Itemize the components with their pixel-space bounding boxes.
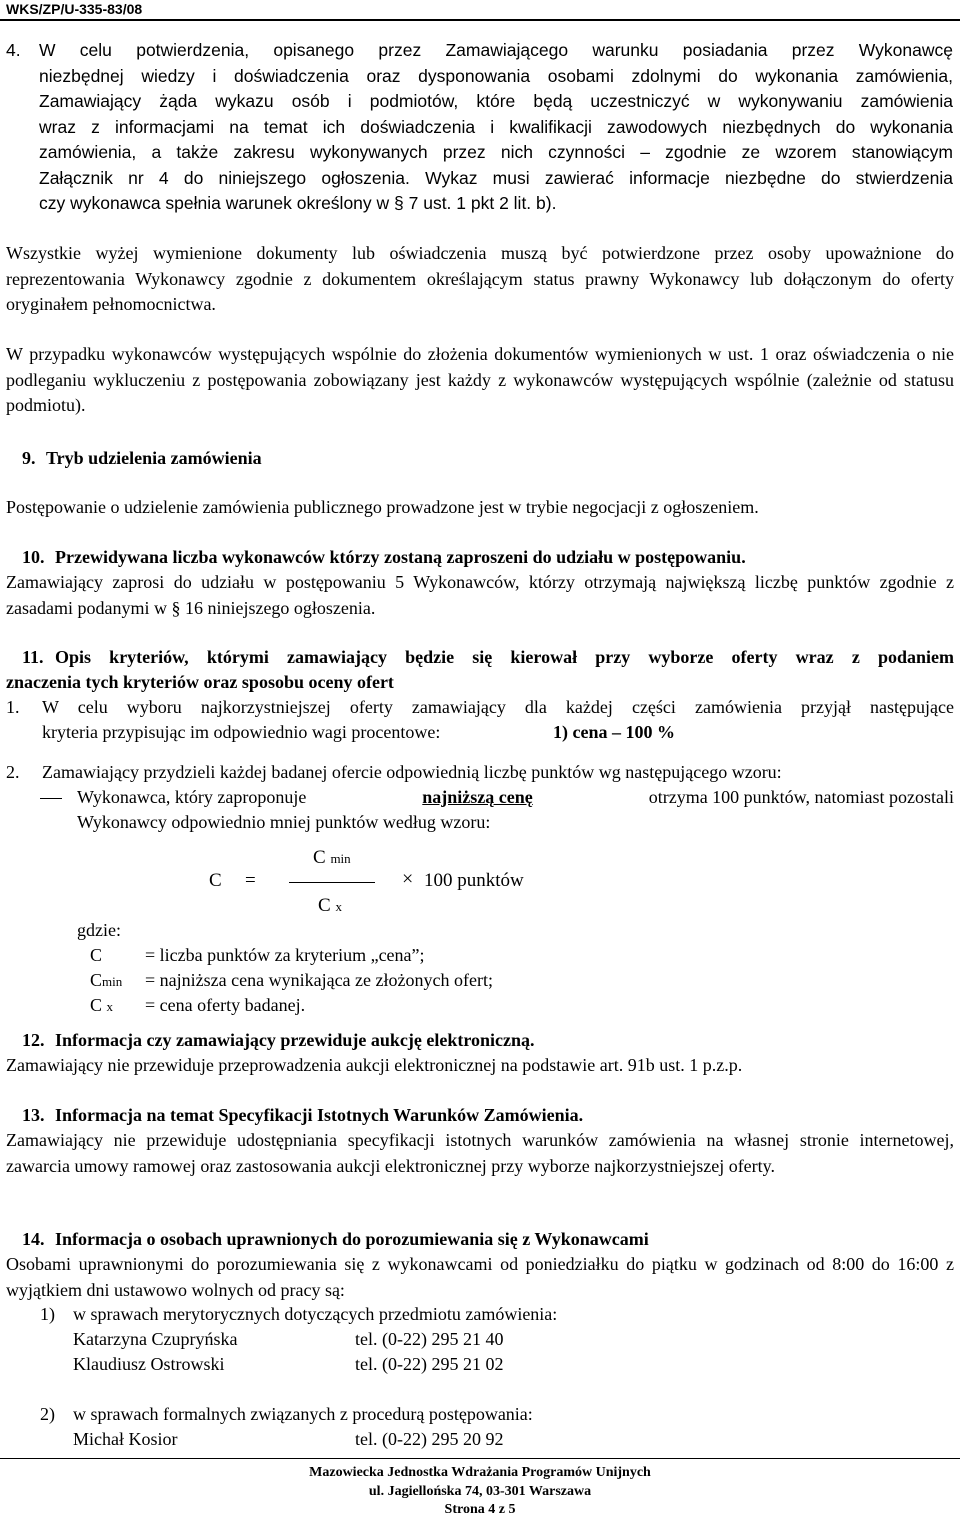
section-10-number: 10. bbox=[22, 547, 45, 567]
contact-phone: tel. (0-22) 295 21 40 bbox=[355, 1329, 504, 1349]
section-11-number: 11. bbox=[22, 647, 44, 667]
section-14-number: 14. bbox=[22, 1229, 45, 1249]
definition-3-text: = cena oferty badanej. bbox=[145, 995, 306, 1015]
document-code: WKS/ZP/U-335-83/08 bbox=[6, 1, 143, 17]
footer-page-number: Strona 4 z 5 bbox=[444, 1502, 516, 1517]
formula-equals: = bbox=[245, 870, 256, 891]
formula-numerator-symbol: C bbox=[313, 847, 326, 868]
section-11-point-2-text: Zamawiający przydzieli każdej badanej ofercie odpowiednią liczbę punktów wg następującego wzoru: bbox=[42, 762, 782, 782]
item4-number: 4. bbox=[6, 40, 21, 60]
bullet-dash bbox=[40, 798, 62, 799]
formula-lhs: C bbox=[209, 870, 222, 891]
item4-line-1: W celu potwierdzenia, opisanego przez Zamawiającego warunku posiadania przez Wykonawcę bbox=[39, 40, 953, 60]
header-rule bbox=[0, 19, 960, 21]
item4-line-4: wraz z informacjami na temat ich doświadczenia i kwalifikacji zawodowych niezbędnych do wykonania bbox=[39, 116, 953, 137]
formula-times-icon: × bbox=[402, 868, 414, 890]
section-11-title-line-2: znaczenia tych kryteriów oraz sposobu oceny ofert bbox=[6, 672, 394, 692]
section-10-text: Zamawiający zaprosi do udziału w postępowaniu 5 Wykonawców, którzy otrzymają największą liczbę punktów zgodnie z zasadami podanymi w § 16 niniejszego ogłoszenia. bbox=[6, 572, 954, 618]
definition-3-symbol bbox=[90, 993, 113, 1020]
dash-item-text-1: Wykonawca, który zaproponuje bbox=[77, 787, 307, 807]
section-11-point-1-line-2: kryteria przypisując im odpowiednio wagi procentowe: bbox=[42, 722, 441, 742]
item4-line-3: Zamawiający żąda wykazu osób i podmiotów, które będą uczestniczyć w wykonywaniu zamówienia bbox=[39, 91, 953, 111]
section-10-title: Przewidywana liczba wykonawców którzy zostaną zaproszeni do udziału w postępowaniu. bbox=[55, 547, 746, 567]
contact-group-2-title: w sprawach formalnych związanych z procedurą postępowania: bbox=[73, 1404, 533, 1424]
contact-group-1-number: 1) bbox=[40, 1304, 55, 1324]
item4-line-7: czy wykonawca spełnia warunek określony w § 7 ust. 1 pkt 2 lit. b). bbox=[39, 193, 557, 213]
section-11-point-1-line-1: W celu wyboru najkorzystniejszej oferty zamawiający dla każdej części zamówienia przyjął następujące bbox=[42, 697, 954, 717]
section-11-criteria: 1) cena – 100 % bbox=[553, 722, 675, 742]
dash-item-text-2: otrzyma 100 punktów, natomiast pozostali bbox=[648, 787, 954, 807]
definition-1-symbol bbox=[90, 943, 102, 970]
section-12-title: Informacja czy zamawiający przewiduje aukcję elektroniczną. bbox=[55, 1030, 535, 1050]
definition-3-symbol-letter: C bbox=[90, 995, 103, 1015]
formula-numerator bbox=[313, 845, 351, 872]
section-9-number: 9. bbox=[22, 448, 36, 468]
section-12-number: 12. bbox=[22, 1030, 45, 1050]
definition-1-symbol-letter: C bbox=[90, 945, 103, 965]
contact-phone: tel. (0-22) 295 20 92 bbox=[355, 1429, 504, 1449]
section-9-title: Tryb udzielenia zamówienia bbox=[46, 448, 262, 468]
contact-group-2-number: 2) bbox=[40, 1404, 55, 1424]
contact-name: Klaudiusz Ostrowski bbox=[73, 1354, 225, 1374]
formula-numerator-subscript: min bbox=[330, 851, 351, 866]
contact-name: Katarzyna Czupryńska bbox=[73, 1329, 238, 1349]
section-14-text: Osobami uprawnionymi do porozumiewania się z wykonawcami od poniedziałku do piątku w godzinach od 8:00 do 16:00 z wyjątkiem dni ustawowo wolnych od pracy są: bbox=[6, 1254, 954, 1300]
item4-line-6: Załącznik nr 4 do niniejszego ogłoszenia. Wykaz musi zawierać informacje niezbędne do stwierdzenia bbox=[39, 167, 953, 188]
section-11-point-2-number: 2. bbox=[6, 762, 20, 782]
footer-organization: Mazowiecka Jednostka Wdrażania Programów Unijnych bbox=[309, 1465, 651, 1480]
contact-name: Michał Kosior bbox=[73, 1429, 178, 1449]
section-11-title-line-1: Opis kryteriów, którymi zamawiający będzie się kierował przy wyborze oferty wraz z podaniem bbox=[55, 647, 954, 667]
footer-address: ul. Jagiellońska 74, 03-301 Warszawa bbox=[368, 1484, 592, 1499]
formula-result: 100 punktów bbox=[424, 870, 524, 891]
definition-2-symbol-subscript: min bbox=[102, 974, 123, 989]
section-9-text: Postępowanie o udzielenie zamówienia publicznego prowadzone jest w trybie negocjacji z ogłoszeniem. bbox=[6, 497, 759, 517]
joint-bidders-paragraph: W przypadku wykonawców występujących wspólnie do złożenia dokumentów wymienionych w ust. 1 oraz oświadczenia o nie podleganiu wykluczeniu z postępowania zobowiązany jest każdy z wykonawców występujących wspólnie (zależnie od statusu podmiotu). bbox=[6, 344, 954, 415]
definition-1-text: = liczba punktów za kryterium „cena”; bbox=[145, 945, 425, 965]
item4-line-5: zamówienia, a także zakresu wykonywanych przez nich czynności – zgodnie ze wzorem stanowiącym bbox=[39, 142, 953, 162]
dash-item-line-1 bbox=[77, 785, 954, 811]
section-14-title: Informacja o osobach uprawnionych do porozumiewania się z Wykonawcami bbox=[55, 1229, 649, 1249]
contact-group-1-title: w sprawach merytorycznych dotyczących przedmiotu zamówienia: bbox=[73, 1304, 558, 1324]
section-13-number: 13. bbox=[22, 1105, 45, 1125]
definition-2-symbol-letter: C bbox=[90, 970, 103, 990]
formula-denominator bbox=[318, 893, 342, 920]
formula-fraction-bar bbox=[289, 882, 375, 883]
section-13-text: Zamawiający nie przewiduje udostępniania specyfikacji istotnych warunków zamówienia na własnej stronie internetowej, zawarcia umowy ramowej oraz zastosowania aukcji elektronicznej przy wyborze najkorzystniejszej oferty. bbox=[6, 1130, 954, 1176]
section-12-text: Zamawiający nie przewiduje przeprowadzenia aukcji elektronicznej na podstawie art. 91b ust. 1 p.z.p. bbox=[6, 1055, 743, 1075]
documents-paragraph: Wszystkie wyżej wymienione dokumenty lub oświadczenia muszą być potwierdzone przez osoby upoważnione do reprezentowania Wykonawcy zgodnie z dokumentem określającym status prawny Wykonawcy lub dołączonym do oferty oryginałem pełnomocnictwa. bbox=[6, 243, 954, 314]
item4-line-2: niezbędnej wiedzy i doświadczenia oraz dysponowania osobami zdolnymi do wykonania zamówienia, bbox=[39, 65, 953, 86]
dash-item-line-2: Wykonawcy odpowiednio mniej punktów według wzoru: bbox=[77, 812, 491, 832]
section-11-point-1-number: 1. bbox=[6, 697, 20, 717]
definition-2-text: = najniższa cena wynikająca ze złożonych ofert; bbox=[145, 970, 493, 990]
definition-3-symbol-subscript: x bbox=[106, 999, 114, 1014]
formula-denominator-subscript: x bbox=[335, 899, 342, 914]
footer-rule bbox=[0, 1458, 960, 1459]
definition-2-symbol bbox=[90, 968, 122, 995]
lowest-price-emphasis: najniższą cenę bbox=[422, 787, 533, 807]
definitions-label: gdzie: bbox=[77, 920, 121, 940]
formula-denominator-symbol: C bbox=[318, 895, 331, 916]
section-13-title: Informacja na temat Specyfikacji Istotnych Warunków Zamówienia. bbox=[55, 1105, 584, 1125]
contact-phone: tel. (0-22) 295 21 02 bbox=[355, 1354, 504, 1374]
